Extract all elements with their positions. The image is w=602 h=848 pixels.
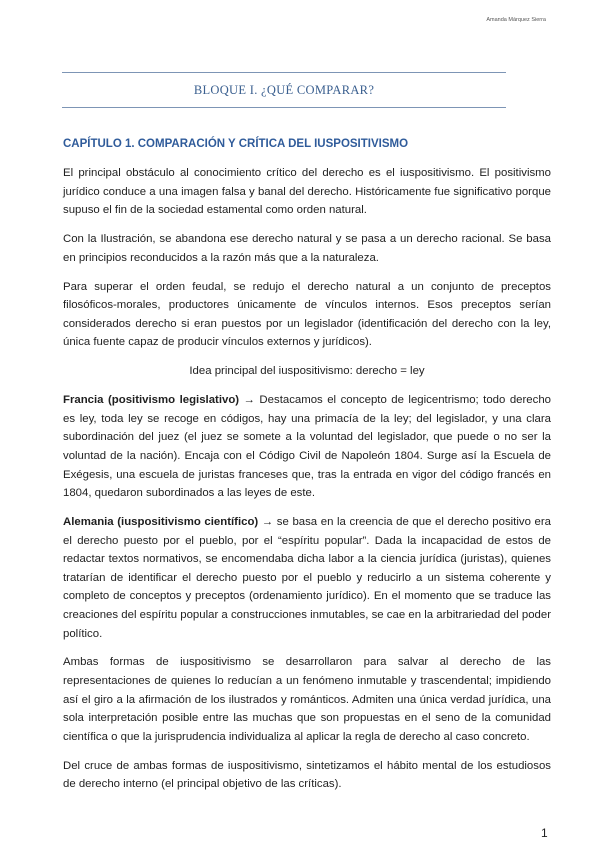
paragraph-intro: El principal obstáculo al conocimiento crítico del derecho es el iuspositivismo. El positivismo jurídico conduce a una imagen falsa y banal del derecho. Históricamente fue significativo porque supuso el fin de la sociedad estamental como orden natural. <box>63 167 551 217</box>
alemania-label: Alemania (iuspositivismo científico) <box>63 515 259 528</box>
paragraph-orden-feudal: Para superar el orden feudal, se redujo el derecho natural a un conjunto de preceptos filosóficos-morales, productores únicamente de vínculos internos. Esos preceptos serían considerados derecho si eran puestos por un legislador (identificación del derecho con la ley, única fuente capaz de producir vínculos externos y jurídicos). <box>63 280 551 349</box>
chapter-title: CAPÍTULO 1. COMPARACIÓN Y CRÍTICA DEL IUSPOSITIVISMO <box>63 138 409 150</box>
francia-text: → Destacamos el concepto de legicentrismo; todo derecho es ley, toda ley se recoge en códigos, hay una primacía de la ley; del legislador, y una clara subordinación del juez (el juez se somete a la voluntad del legislador, que puede o no ser la voluntad de la nación). Encaja con el Código Civil de Napoleón 1804. Surge así la Escuela de Exégesis, una escuela de juristas franceses que, tras la entrada en vigor del código francés en 1804, quedaron subordinados a las leyes de este. <box>63 394 551 500</box>
author-name: Amanda Márquez Sierra <box>486 17 546 23</box>
title-rule-top <box>62 72 506 73</box>
paragraph-francia <box>63 391 551 503</box>
paragraph-alemania <box>63 513 551 643</box>
paragraph-cruce: Del cruce de ambas formas de iuspositivismo, sintetizamos el hábito mental de los estudiosos de derecho interno (el principal objetivo de las críticas). <box>63 759 551 791</box>
alemania-text: → se basa en la creencia de que el derecho positivo era el derecho puesto por el pueblo, por el “espíritu popular”. Dada la incapacidad de estos de redactar textos normativos, se encomendaba dicha labor a la ciencia jurídica (juristas), quienes tratarían de identificar el derecho puesto por el pueblo y reducirlo a un sistema coherente y completo de conceptos y preceptos (ordenamiento jurídico). En el momento que se traduce las creaciones del espíritu popular a construcciones inmutables, se cae en la arbitrariedad del poder político. <box>63 515 551 640</box>
main-idea: Idea principal del iuspositivismo: derecho = ley <box>189 365 425 378</box>
block-title: BLOQUE I. ¿QUÉ COMPARAR? <box>193 83 375 97</box>
francia-label: Francia (positivismo legislativo) <box>63 394 240 407</box>
document-body <box>63 164 551 804</box>
title-rule-bottom <box>62 107 506 108</box>
page-number: 1 <box>541 826 548 840</box>
paragraph-ambas-formas: Ambas formas de iuspositivismo se desarrollaron para salvar al derecho de las representaciones de quienes lo reducían a un fenómeno inmutable y trascendental; impidiendo así el giro a la afirmación de los ilustrados y románticos. Admiten una única verdad jurídica, una sola interpretación posible entre las muchas que son propuestas en el seno de la comunidad científica o que la jurisprudencia individualiza al aplicar la regla de derecho al caso concreto. <box>63 656 551 743</box>
paragraph-ilustracion: Con la Ilustración, se abandona ese derecho natural y se pasa a un derecho racional. Se basa en principios reconducidos a la razón más que a la naturaleza. <box>63 233 551 264</box>
